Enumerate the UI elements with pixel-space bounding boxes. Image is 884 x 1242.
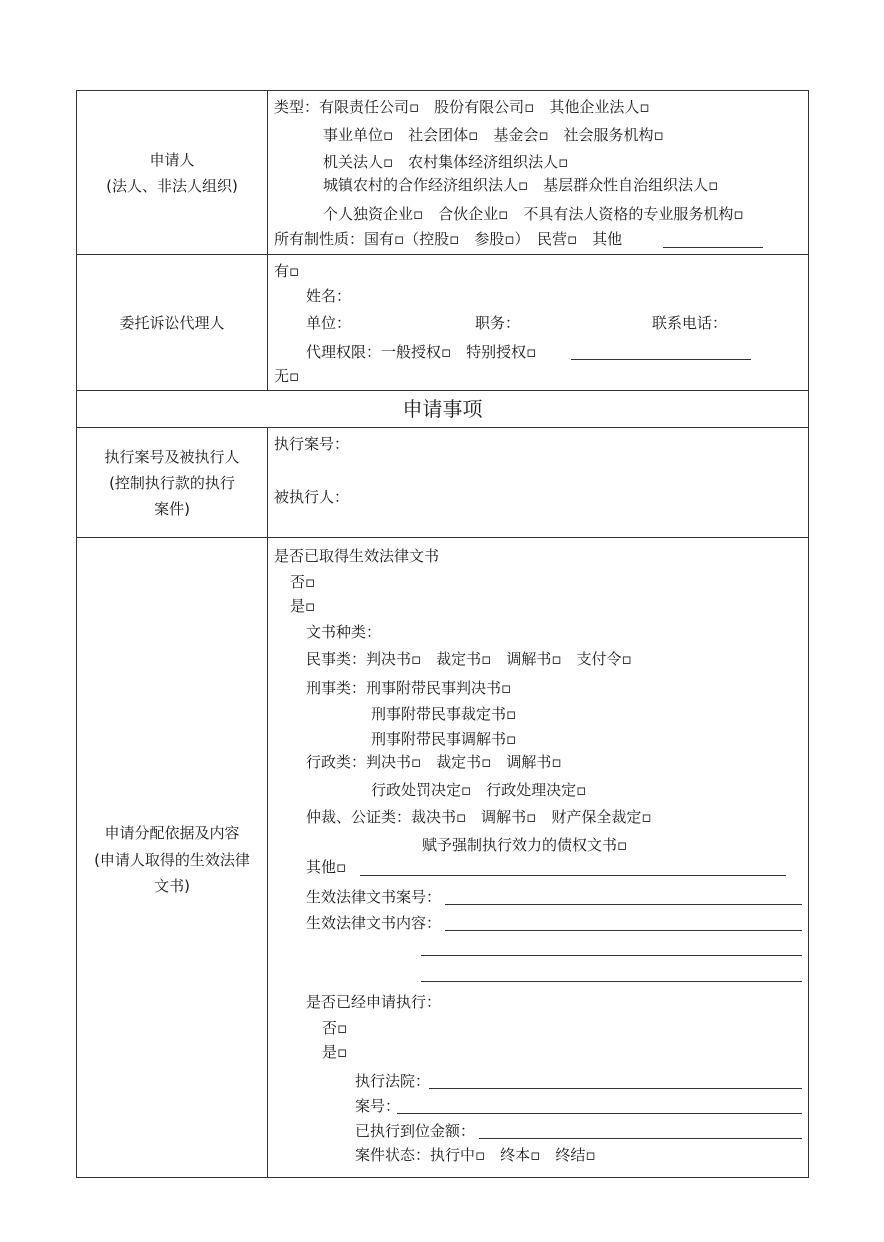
applied-execution-no[interactable]: 否▫ (322, 1019, 348, 1037)
executee-field: 被执行人： (274, 488, 350, 506)
applied-execution-yes[interactable]: 是▫ (322, 1043, 348, 1061)
other-doc-option[interactable]: 其他▫ (306, 858, 347, 876)
criminal-doc-option: 刑事类：刑事附带民事判决书▫ (306, 679, 512, 697)
case-number-blank[interactable] (397, 1113, 802, 1114)
row-divider (77, 537, 808, 538)
column-divider (267, 427, 268, 1178)
applicant-label-line: (法人、非法人组织) (106, 177, 238, 195)
criminal-doc-option: 刑事附带民事裁定书▫ (371, 705, 517, 723)
row-divider (77, 254, 808, 255)
ownership-line: 所有制性质：国有▫（控股▫ 参股▫） 民营▫ 其他 (274, 230, 623, 248)
doc-type-label: 文书种类： (306, 623, 382, 641)
section-title: 申请事项 (402, 397, 483, 421)
agent-position-field: 职务： (475, 314, 521, 332)
basis-label-line: 文书) (154, 877, 190, 895)
case-number-label: 案号： (355, 1097, 401, 1115)
agent-authority-blank[interactable] (571, 359, 751, 360)
row-divider (77, 427, 808, 428)
column-divider (267, 91, 268, 390)
applicant-type-line: 城镇农村的合作经济组织法人▫ 基层群众性自治组织法人▫ (323, 176, 719, 194)
applicant-type-line: 机关法人▫ 农村集体经济组织法人▫ (323, 153, 569, 171)
agent-authority-line: 代理权限：一般授权▫ 特别授权▫ (306, 343, 537, 361)
arbitration-doc-option: 赋予强制执行效力的债权文书▫ (422, 836, 628, 854)
executed-amount-blank[interactable] (479, 1138, 802, 1139)
agent-none-option[interactable]: 无▫ (274, 367, 300, 385)
applied-execution-question: 是否已经申请执行： (306, 993, 442, 1011)
has-legal-doc-yes[interactable]: 是▫ (290, 597, 316, 615)
execution-court-label: 执行法院： (355, 1072, 431, 1090)
case-label-line: 案件) (154, 500, 190, 518)
agent-label: 委托诉讼代理人 (119, 314, 225, 332)
case-number-field: 执行案号： (274, 435, 350, 453)
agent-phone-field: 联系电话： (652, 314, 728, 332)
row-divider (77, 390, 808, 391)
doc-content-blank[interactable] (421, 955, 802, 956)
execution-court-blank[interactable] (429, 1088, 802, 1089)
doc-number-blank[interactable] (445, 904, 802, 905)
doc-content-blank[interactable] (445, 930, 802, 931)
agent-name-field: 姓名： (306, 287, 352, 305)
applicant-type-line: 类型：有限责任公司▫ 股份有限公司▫ 其他企业法人▫ (274, 98, 650, 116)
civil-doc-options: 民事类：判决书▫ 裁定书▫ 调解书▫ 支付令▫ (306, 650, 632, 668)
applicant-type-line: 事业单位▫ 社会团体▫ 基金会▫ 社会服务机构▫ (323, 126, 664, 144)
case-label-line: (控制执行款的执行 (109, 474, 235, 492)
other-doc-blank[interactable] (360, 875, 786, 876)
doc-content-blank[interactable] (421, 981, 802, 982)
applicant-type-line: 个人独资企业▫ 合伙企业▫ 不具有法人资格的专业服务机构▫ (323, 205, 744, 223)
agent-unit-field: 单位： (306, 314, 352, 332)
basis-label-line: 申请分配依据及内容 (104, 824, 240, 842)
has-legal-doc-no[interactable]: 否▫ (290, 573, 316, 591)
arbitration-doc-options: 仲裁、公证类：裁决书▫ 调解书▫ 财产保全裁定▫ (306, 808, 652, 826)
agent-has-option[interactable]: 有▫ (274, 262, 300, 280)
admin-doc-options: 行政类：判决书▫ 裁定书▫ 调解书▫ (306, 753, 562, 771)
doc-number-label: 生效法律文书案号： (306, 888, 442, 906)
case-label-line: 执行案号及被执行人 (104, 448, 240, 466)
case-status-options: 案件状态：执行中▫ 终本▫ 终结▫ (355, 1146, 596, 1164)
has-legal-doc-question: 是否已取得生效法律文书 (274, 547, 440, 565)
ownership-other-blank[interactable] (663, 247, 763, 248)
applicant-label-line: 申请人 (149, 151, 195, 169)
executed-amount-label: 已执行到位金额： (355, 1122, 476, 1140)
criminal-doc-option: 刑事附带民事调解书▫ (371, 730, 517, 748)
application-form-table (76, 90, 809, 1178)
basis-label-line: (申请人取得的生效法律 (94, 851, 250, 869)
admin-doc-options: 行政处罚决定▫ 行政处理决定▫ (371, 781, 587, 799)
doc-content-label: 生效法律文书内容： (306, 914, 442, 932)
